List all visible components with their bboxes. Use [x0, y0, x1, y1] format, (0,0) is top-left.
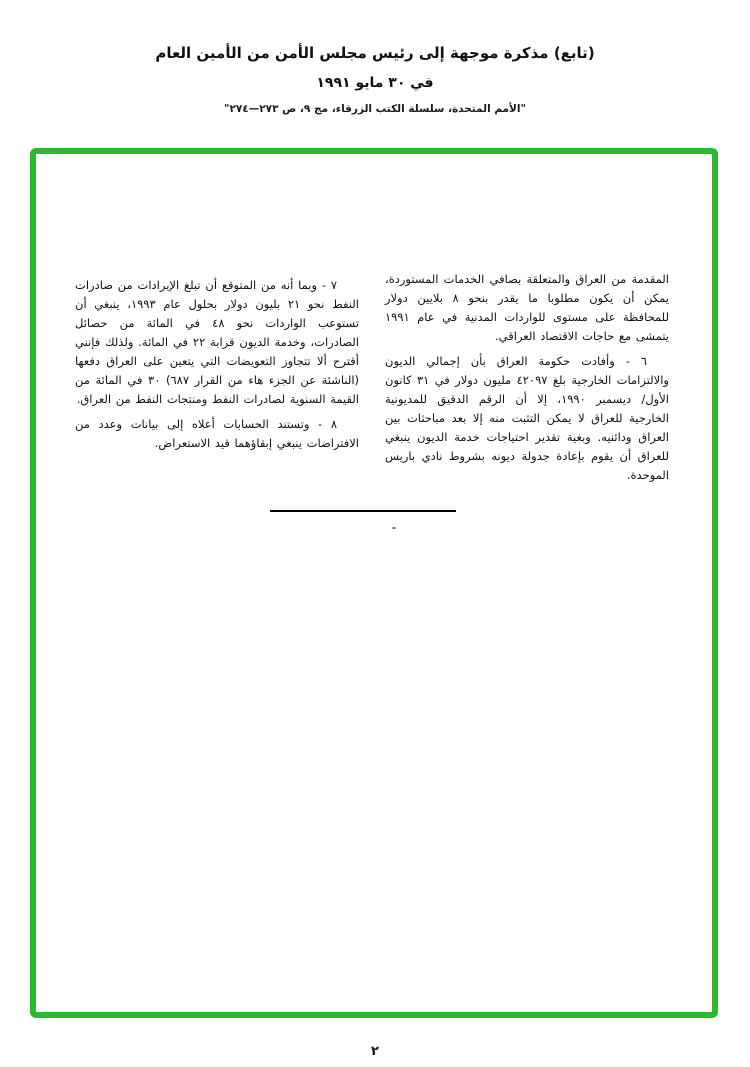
column-right	[385, 270, 669, 485]
document-title: (تابع) مذكرة موجهة إلى رئيس مجلس الأمن من الأمين العام	[155, 44, 595, 62]
page-number: ٢	[371, 1044, 379, 1059]
document-source-citation: "الأمم المتحدة، سلسلة الكتب الزرقاء، مج ٩، ص ٢٧٣—٢٧٤"	[224, 102, 526, 115]
document-header	[0, 42, 750, 115]
document-date: في ٣٠ مايو ١٩٩١	[316, 74, 434, 91]
body-text-columns	[75, 270, 669, 485]
paragraph-continuation: المقدمة من العراق والمتعلقة بصافي الخدمات المستوردة، يمكن أن يكون مطلوبا ما يقدر بنحو ٨ بلايين دولار للمحافظة على مستوى للواردات المدنية في عام ١٩٩١ يتمشى مع حاجات الاقتصاد العراقي.	[385, 272, 669, 343]
paragraph-7: ٧ - وبما أنه من المتوقع أن تبلغ الإيرادات من صادرات النفط نحو ٢١ بليون دولار بحلول عام ١٩٩٣، ينبغي أن تستوعب الواردات نحو ٤٨ في المائة من حصائل الصادرات، وخدمة الديون قرابة ٢٢ في المائة. ولذلك فإنني أقترح ألا تتجاوز التعويضات التي يتعين على العراق دفعها (الناشئة عن الجزء هاء من القرار ٦٨٧) ٣٠ في المائة من القيمة السنوية لصادرات النفط ومنتجات النفط من العراق.	[75, 278, 359, 406]
paragraph-8: ٨ - وتستند الحسابات أعلاه إلى بيانات وعدد من الافتراضات ينبغي إبقاؤهما قيد الاستعراض.	[75, 417, 359, 450]
footnote-separator-line	[270, 510, 456, 512]
column-left	[75, 270, 359, 485]
paragraph-6: ٦ - وأفادت حكومة العراق بأن إجمالي الديون والالتزامات الخارجية بلغ ٤٢٠٩٧ مليون دولار في ٣١ كانون الأول/ ديسمبر ١٩٩٠، إلا أن الرقم الدقيق للمديونية الخارجية للعراق لا يمكن التثبت منه إلا بعد مباحثات بين العراق ودائنيه. وبغية تقدير احتياجات خدمة الديون ينبغي للعراق أن يقوم بإعادة جدولة ديونه بشروط نادي باريس الموحدة.	[385, 354, 669, 482]
scan-artifact-speck	[392, 527, 396, 529]
